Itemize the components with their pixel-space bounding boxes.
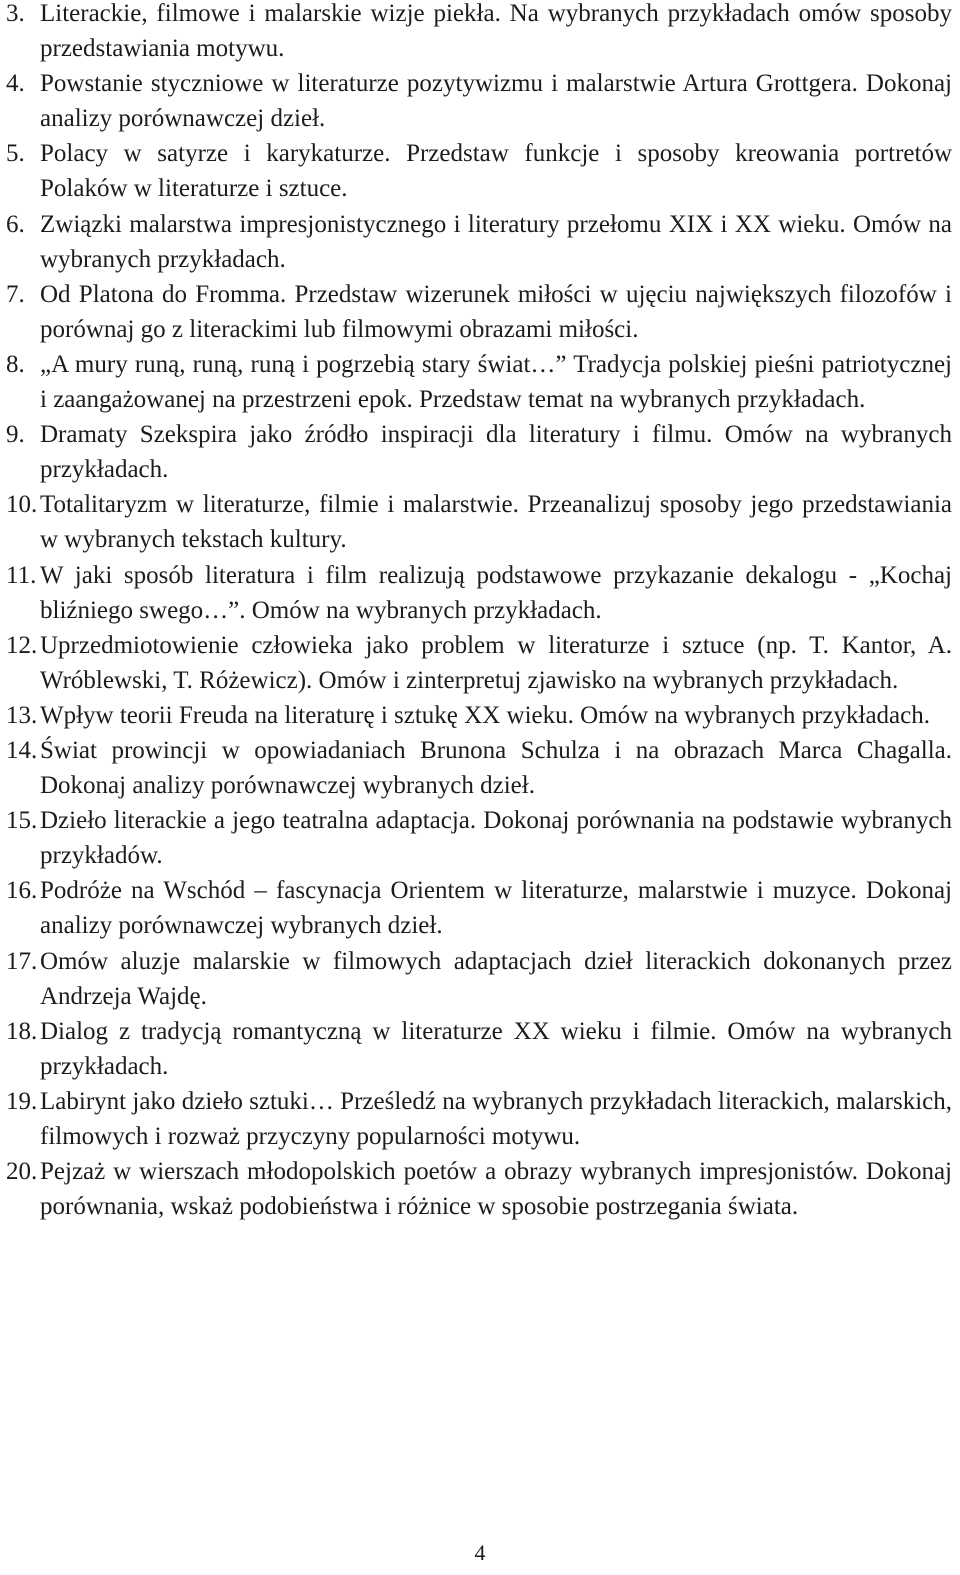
list-item bbox=[6, 417, 952, 487]
list-item-number: 4. bbox=[6, 70, 25, 98]
list-item-text: Uprzedmiotowienie człowieka jako problem w literaturze i sztuce (np. T. Kantor, A. Wróblewski, T. Różewicz). Omów i zinterpretuj zjawisko na wybranych przykładach. bbox=[40, 631, 952, 694]
list-item bbox=[6, 698, 952, 733]
list-item bbox=[6, 277, 952, 347]
list-item bbox=[6, 1154, 952, 1224]
list-item-number: 17. bbox=[6, 947, 38, 975]
list-item-number: 12. bbox=[6, 631, 38, 659]
list-item-text: Totalitaryzm w literaturze, filmie i malarstwie. Przeanalizuj sposoby jego przedstawiania w wybranych tekstach kultury. bbox=[40, 491, 952, 554]
list-item bbox=[6, 944, 952, 1014]
list-item bbox=[6, 873, 952, 943]
list-item-number: 14. bbox=[6, 736, 38, 764]
list-item-text: Świat prowincji w opowiadaniach Brunona Schulza i na obrazach Marca Chagalla. Dokonaj analizy porównawczej wybranych dzieł. bbox=[40, 736, 952, 800]
list-item-text: Labirynt jako dzieło sztuki… Prześledź na wybranych przykładach literackich, malarskich, filmowych i rozważ przyczyny popularności motywu. bbox=[40, 1087, 952, 1150]
list-item-text: Dialog z tradycją romantyczną w literaturze XX wieku i filmie. Omów na wybranych przykładach. bbox=[40, 1017, 952, 1080]
list-item-number: 9. bbox=[6, 421, 25, 449]
list-item-text: Dzieło literackie a jego teatralna adaptacja. Dokonaj porównania na podstawie wybranych przykładów. bbox=[40, 807, 952, 870]
list-item-number: 18. bbox=[6, 1017, 38, 1045]
page-number: 4 bbox=[474, 1540, 486, 1565]
list-item-number: 10. bbox=[6, 491, 38, 519]
list-item-text: Wpływ teorii Freuda na literaturę i sztukę XX wieku. Omów na wybranych przykładach. bbox=[40, 701, 930, 729]
list-item-text: Literackie, filmowe i malarskie wizje piekła. Na wybranych przykładach omów sposoby przedstawiania motywu. bbox=[40, 0, 952, 63]
list-item-text: Związki malarstwa impresjonistycznego i literatury przełomu XIX i XX wieku. Omów na wybranych przykładach. bbox=[40, 210, 952, 273]
list-item bbox=[6, 733, 952, 803]
list-item-text: Dramaty Szekspira jako źródło inspiracji dla literatury i filmu. Omów na wybranych przykładach. bbox=[40, 421, 952, 484]
list-item-number: 3. bbox=[6, 0, 25, 27]
list-item-text: Pejzaż w wierszach młodopolskich poetów a obrazy wybranych impresjonistów. Dokonaj porównania, wskaż podobieństwa i różnice w sposobie postrzegania świata. bbox=[40, 1158, 952, 1221]
list-item bbox=[6, 207, 952, 277]
list-item bbox=[6, 0, 952, 66]
list-item bbox=[6, 628, 952, 698]
list-item bbox=[6, 1014, 952, 1084]
list-item-text: Omów aluzje malarskie w filmowych adaptacjach dzieł literackich dokonanych przez Andrzeja Wajdę. bbox=[40, 947, 952, 1010]
list-item-number: 19. bbox=[6, 1087, 38, 1115]
list-item bbox=[6, 558, 952, 628]
list-item-text: Polacy w satyrze i karykaturze. Przedstaw funkcje i sposoby kreowania portretów Polaków w literaturze i sztuce. bbox=[40, 140, 952, 203]
list-item-number: 8. bbox=[6, 350, 25, 378]
list-item-number: 5. bbox=[6, 140, 25, 168]
list-item-number: 20. bbox=[6, 1158, 38, 1186]
list-item-text: Powstanie styczniowe w literaturze pozytywizmu i malarstwie Artura Grottgera. Dokonaj analizy porównawczej dzieł. bbox=[40, 70, 952, 133]
list-item bbox=[6, 1084, 952, 1154]
list-item-text: „A mury runą, runą, runą i pogrzebią stary świat…” Tradycja polskiej pieśni patriotycznej i zaangażowanej na przestrzeni epok. Przedstaw temat na wybranych przykładach. bbox=[40, 350, 952, 414]
list-item bbox=[6, 347, 952, 417]
topic-list bbox=[6, 0, 952, 1224]
list-item bbox=[6, 136, 952, 206]
list-item-text: Podróże na Wschód – fascynacja Orientem w literaturze, malarstwie i muzyce. Dokonaj analizy porównawczej wybranych dzieł. bbox=[40, 877, 952, 940]
list-item-number: 7. bbox=[6, 280, 25, 308]
list-item-text: Od Platona do Fromma. Przedstaw wizerunek miłości w ujęciu największych filozofów i porównaj go z literackimi lub filmowymi obrazami miłości. bbox=[40, 280, 952, 343]
list-item bbox=[6, 66, 952, 136]
list-item-number: 15. bbox=[6, 807, 38, 835]
list-item bbox=[6, 803, 952, 873]
list-item-number: 11. bbox=[6, 561, 37, 589]
list-item-number: 16. bbox=[6, 877, 38, 905]
list-item-number: 6. bbox=[6, 210, 25, 238]
list-item-text: W jaki sposób literatura i film realizują podstawowe przykazanie dekalogu - „Kochaj bliźniego swego…”. Omów na wybranych przykładach. bbox=[40, 561, 952, 624]
list-item-number: 13. bbox=[6, 701, 38, 729]
list-item bbox=[6, 487, 952, 557]
